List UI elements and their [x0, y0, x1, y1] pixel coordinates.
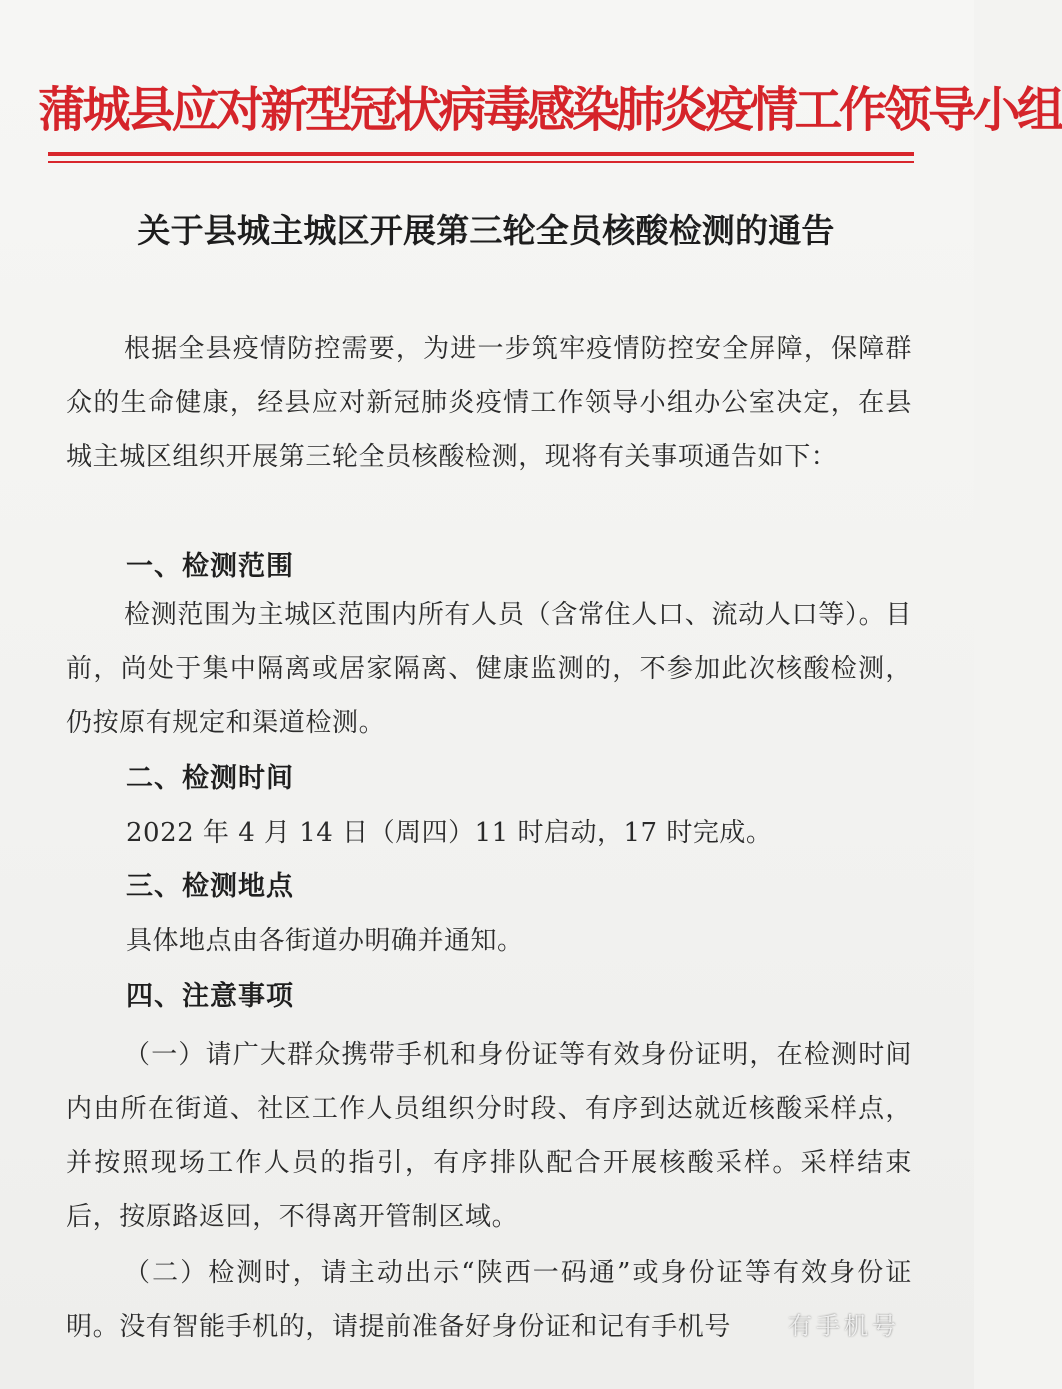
section-heading-scope: 一、检测范围 [126, 551, 294, 582]
section-heading-location: 三、检测地点 [126, 871, 294, 902]
notes-item-2: （二）检测时，请主动出示“陕西一码通”或身份证等有效身份证明。没有智能手机的，请提前准备好身份证和记有手机号 [66, 1258, 912, 1342]
intro-paragraph: 根据全县疫情防控需要，为进一步筑牢疫情防控安全屏障，保障群众的生命健康，经县应对新冠肺炎疫情工作领导小组办公室决定，在县城主城区组织开展第三轮全员核酸检测，现将有关事项通告如下： [66, 334, 912, 472]
section-text-location: 具体地点由各街道办明确并通知。 [126, 926, 524, 956]
issuing-organization-header: 蒲城县应对新型冠状病毒感染肺炎疫情工作领导小组 [38, 82, 1062, 138]
notes-item-1: （一）请广大群众携带手机和身份证等有效身份证明，在检测时间内由所在街道、社区工作人员组织分时段、有序到达就近核酸采样点，并按照现场工作人员的指引，有序排队配合开展核酸采样。采样结束后，按原路返回，不得离开管制区域。 [66, 1040, 912, 1232]
red-header-divider-thin [48, 161, 914, 163]
section-heading-time: 二、检测时间 [126, 763, 294, 794]
section-heading-notes: 四、注意事项 [126, 981, 294, 1012]
red-header-divider-thick [48, 152, 914, 156]
section-text-time: 2022 年 4 月 14 日（周四）11 时启动，17 时完成。 [126, 818, 773, 848]
document-title: 关于县城主城区开展第三轮全员核酸检测的通告 [137, 211, 835, 250]
screen-overlay-watermark: 有手机号 [788, 1312, 900, 1340]
section-text-scope: 检测范围为主城区范围内所有人员（含常住人口、流动人口等）。目前，尚处于集中隔离或居家隔离、健康监测的，不参加此次核酸检测，仍按原有规定和渠道检测。 [66, 600, 912, 738]
